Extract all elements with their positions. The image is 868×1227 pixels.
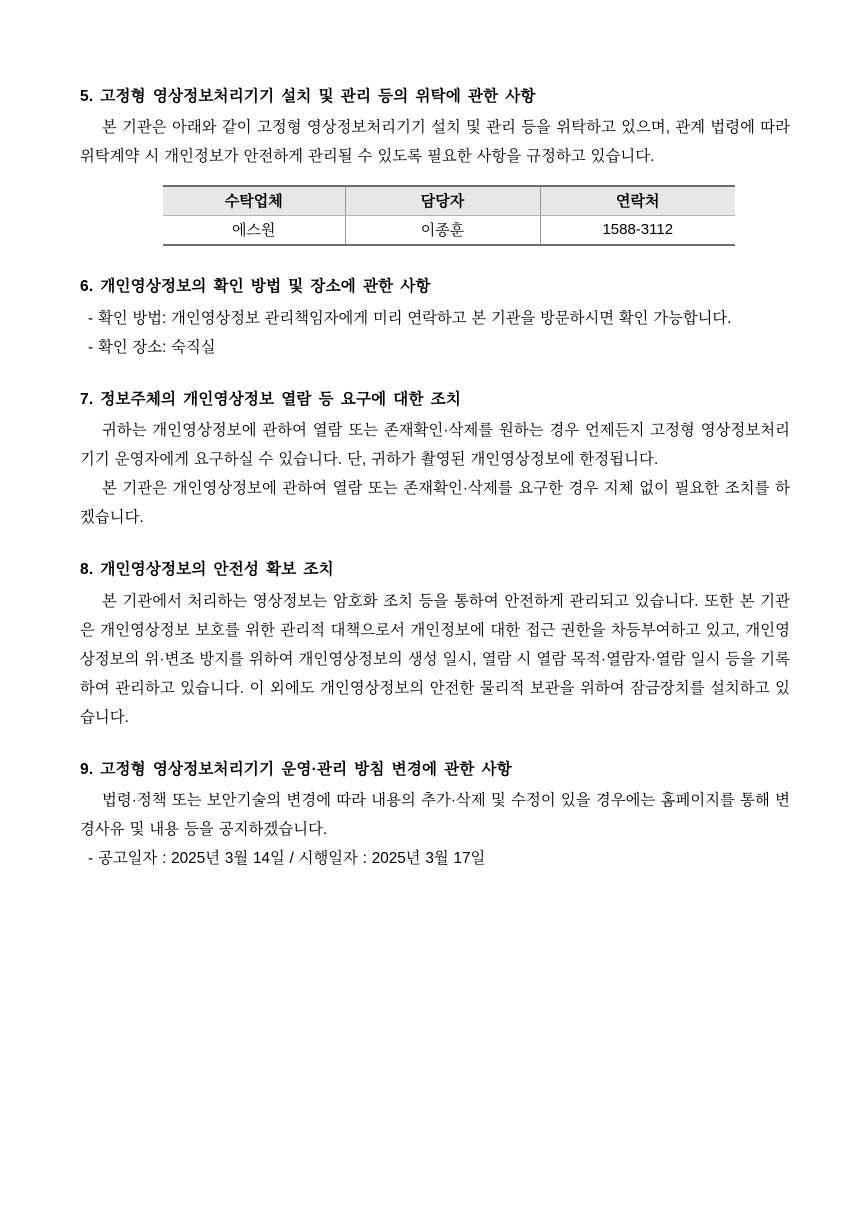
table-header-manager: 담당자	[345, 186, 540, 216]
bullet-marker: -	[88, 309, 94, 327]
spacer	[80, 246, 790, 276]
table-header-company: 수탁업체	[163, 186, 345, 216]
table-head	[163, 186, 735, 216]
section-6-bullet-2-text: 확인 장소: 숙직실	[98, 338, 216, 356]
entrustment-table	[163, 185, 735, 246]
spacer	[80, 532, 790, 559]
document-content	[80, 86, 790, 873]
section-6-bullet-1-text: 확인 방법: 개인영상정보 관리책임자에게 미리 연락하고 본 기관을 방문하시면 확인 가능합니다.	[98, 309, 732, 327]
table-body	[163, 216, 735, 246]
section-heading-9: 9. 고정형 영상정보처리기기 운영·관리 방침 변경에 관한 사항	[80, 760, 512, 778]
table-header-contact: 연락처	[540, 186, 735, 216]
section-heading-8: 8. 개인영상정보의 안전성 확보 조치	[80, 561, 334, 579]
publication-effective-dates: 공고일자 : 2025년 3월 14일 / 시행일자 : 2025년 3월 17일	[98, 850, 486, 868]
section-heading-7: 7. 정보주체의 개인영상정보 열람 등 요구에 대한 조치	[80, 390, 462, 408]
section-9-paragraph-1: 법령·정책 또는 보안기술의 변경에 따라 내용의 추가·삭제 및 수정이 있을 경우에는 홈페이지를 통해 변경사유 및 내용 등을 공지하겠습니다.	[80, 792, 790, 839]
section-5-paragraph-1: 본 기관은 아래와 같이 고정형 영상정보처리기기 설치 및 관리 등을 위탁하고 있으며, 관계 법령에 따라 위탁계약 시 개인정보가 안전하게 관리될 수 있도록 필요한 사항을 규정하고 있습니다.	[80, 119, 790, 166]
section-6-bullet-2	[80, 333, 790, 362]
table-cell-contact: 1588-3112	[540, 216, 735, 246]
section-7-paragraph-2: 본 기관은 개인영상정보에 관하여 열람 또는 존재확인·삭제를 요구한 경우 지체 없이 필요한 조치를 하겠습니다.	[80, 480, 790, 527]
table-cell-company: 에스원	[163, 216, 345, 246]
spacer	[80, 732, 790, 759]
section-9-bullet-1	[80, 844, 790, 873]
section-7-paragraph-1: 귀하는 개인영상정보에 관하여 열람 또는 존재확인·삭제를 원하는 경우 언제든지 고정형 영상정보처리기기 운영자에게 요구하실 수 있습니다. 단, 귀하가 촬영된 개인영상정보에 한정됩니다.	[80, 422, 790, 469]
bullet-marker: -	[88, 850, 94, 868]
section-6-bullet-1	[80, 304, 790, 333]
table-row	[163, 216, 735, 246]
spacer	[80, 362, 790, 389]
entrustment-table-wrapper	[163, 185, 735, 246]
table-header-row	[163, 186, 735, 216]
table-cell-manager: 이종훈	[345, 216, 540, 246]
bullet-marker: -	[88, 338, 94, 356]
section-heading-5: 5. 고정형 영상정보처리기기 설치 및 관리 등의 위탁에 관한 사항	[80, 88, 536, 105]
section-8-paragraph-1: 본 기관에서 처리하는 영상정보는 암호화 조치 등을 통하여 안전하게 관리되고 있습니다. 또한 본 기관은 개인영상정보 보호를 위한 관리적 대책으로서 개인정보에 대한 접근 권한을 차등부여하고 있고, 개인영상정보의 위·변조 방지를 위하여 개인영상정보의 생성 일시, 열람 시 열람 목적·열람자·열람 일시 등을 기록하여 관리하고 있습니다. 이 외에도 개인영상정보의 안전한 물리적 보관을 위하여 잠금장치를 설치하고 있습니다.	[80, 592, 790, 726]
section-heading-6: 6. 개인영상정보의 확인 방법 및 장소에 관한 사항	[80, 278, 431, 296]
